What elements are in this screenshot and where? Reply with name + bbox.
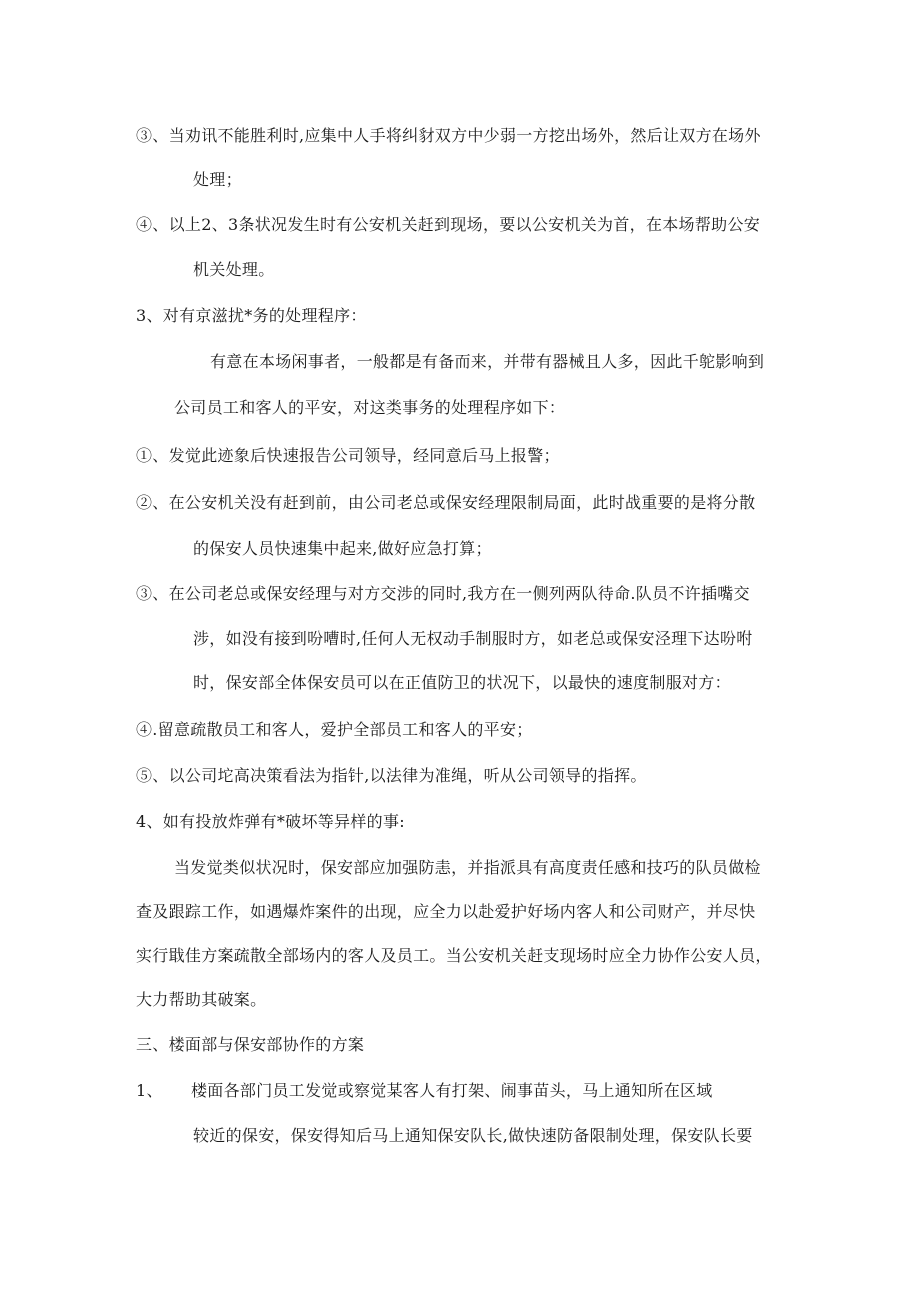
text-line: 公司员工和客人的平安，对这类事务的处理程序如下： (174, 398, 566, 417)
text-line: ⑤、以公司坨高决策看法为指针,以法律为准绳，听从公司领导的指挥。 (136, 766, 647, 785)
text-line: 时，保安部全体保安员可以在正值防卫的状况下，以最快的速度制服对方： (193, 673, 731, 692)
text-line: 的保安人员快速集中起来,做好应急打算； (193, 539, 492, 558)
section-heading: 3、对有京滋扰*务的处理程序： (136, 306, 367, 325)
text-line: ①、发觉此迹象后快速报告公司领导，经同意后马上报警； (136, 446, 560, 465)
text-line: 较近的保安，保安得知后马上通知保安队长,做快速防备限制处理，保安队长要 (193, 1126, 753, 1145)
text-line: 查及跟踪工作，如遇爆炸案件的出现，应全力以赴爱护好场内客人和公司财产，并尽快 (136, 902, 756, 921)
text-line: ④.留意疏散员工和客人，爱护全部员工和客人的平安； (136, 720, 533, 739)
text-line: ③、在公司老总或保安经理与对方交涉的同时,我方在一侧列两队待命.队员不许插嘴交 (136, 584, 750, 603)
section-heading: 4、如有投放炸弹有*破坏等异样的事: (136, 812, 405, 831)
text-line: 处理； (193, 170, 242, 189)
text-line: ②、在公安机关没有赶到前，由公司老总或保安经理限制局面，此时战重要的是将分散 (136, 493, 756, 512)
text-line: 楼面各部门员工发觉或察觉某客人有打架、闹事苗头，马上通知所在区域 (191, 1081, 713, 1100)
text-line: 涉，如没有接到吩嘈时,任何人无权动手制服时方，如老总或保安泾理下达吩咐 (193, 629, 753, 648)
section-heading: 三、楼面部与保安部协作的方案 (136, 1035, 365, 1054)
text-line: 实行戢佳方案疏散全部场内的客人及员工。当公安机关赶支现场时应全力协作公安人员， (136, 946, 772, 965)
text-line: ③、当劝讯不能胜利时,应集中人手将纠豺双方中少弱一方挖出场外，然后让双方在场外 (136, 126, 761, 145)
text-line: 当发觉类似状况时，保安部应加强防恚，并指派具有高度责任感和技巧的队员做检 (174, 858, 761, 877)
item-number: 1、 (136, 1081, 163, 1100)
text-line: 有意在本场闲事者，一般都是有备而来，并带有器械且人多，因此千鸵影响到 (210, 352, 765, 371)
text-line: 机关处理。 (193, 260, 275, 279)
text-line: 大力帮助其破案。 (136, 990, 267, 1009)
text-line: ④、以上2、3条状况发生时有公安机关赶到现场，要以公安机关为首，在本场帮助公安 (136, 215, 761, 234)
